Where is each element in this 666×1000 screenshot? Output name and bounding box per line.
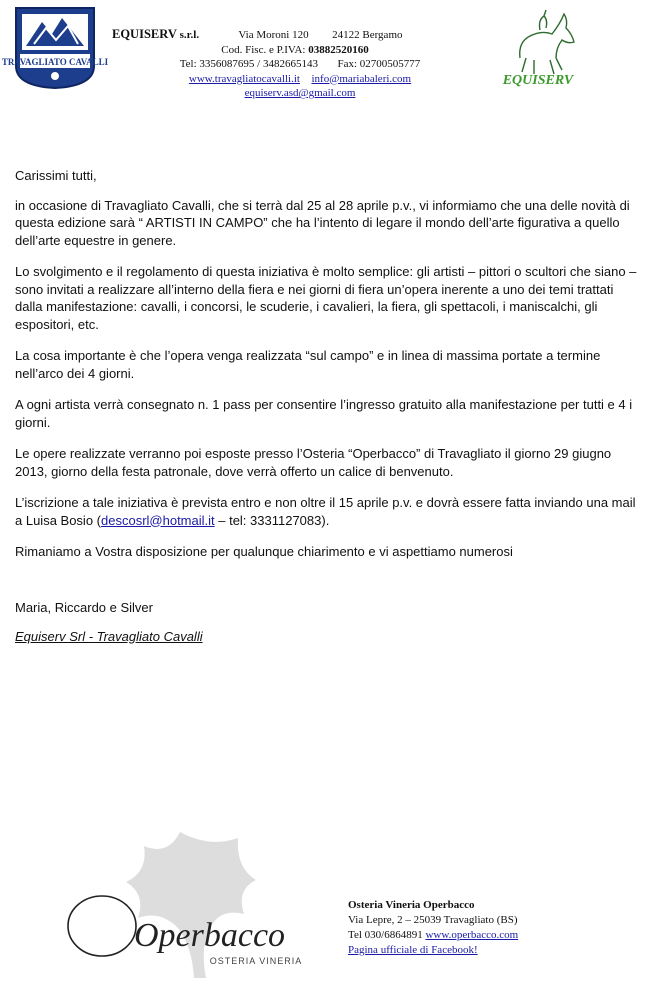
svg-text:EQUISERV: EQUISERV	[502, 73, 574, 88]
contact-email-link[interactable]: descosrl@hotmail.it	[101, 512, 215, 528]
paragraph-7: Rimaniamo a Vostra disposizione per qualunque chiarimento e vi aspettiamo numerosi	[15, 544, 513, 559]
equiserv-logo	[490, 8, 586, 90]
paragraph-6: L’iscrizione a tale iniziativa è prevista entro e non oltre il 15 aprile p.v. e dovrà essere fatta inviando una mail a Luisa Bosio (descosrl@hotmail.it – tel: 3331127083).	[15, 495, 636, 528]
paragraph-4: A ogni artista verrà consegnato n. 1 pass per consentire l’ingresso gratuito alla manifestazione per tutti e 4 i giorni.	[15, 397, 633, 430]
web-line	[112, 72, 488, 87]
website-link[interactable]: www.travagliatocavalli.it	[188, 72, 300, 85]
svg-text:OSTERIA VINERIA: OSTERIA VINERIA	[209, 956, 303, 966]
svg-text:Operbacco: Operbacco	[134, 917, 286, 954]
email-link-equiserv[interactable]: equiserv.asd@gmail.com	[244, 87, 356, 99]
operbacco-logo	[60, 828, 320, 988]
travagliato-cavalli-logo	[1, 4, 109, 90]
svg-text:TRAVAGLIATO CAVALLI: TRAVAGLIATO CAVALLI	[1, 57, 109, 67]
company-line-1	[112, 27, 488, 43]
company-city: 24122 Bergamo	[332, 29, 403, 41]
facebook-link[interactable]: Pagina ufficiale di Facebook!	[348, 944, 478, 956]
company-street: Via Moroni 120	[238, 29, 309, 41]
footer-phone-line: Tel 030/6864891 www.operbacco.com	[348, 929, 519, 941]
paragraph-3: La cosa importante è che l’opera venga realizzata “sul campo” e in linea di massima portate a termine nell’arco dei 4 giorni.	[15, 348, 601, 381]
company-signature: Equiserv Srl - Travagliato Cavalli	[15, 629, 203, 644]
fax-number: Fax: 02700505777	[337, 58, 421, 70]
company-name: EQUISERV	[112, 27, 177, 41]
footer-name: Osteria Vineria Operbacco	[348, 899, 475, 911]
company-suffix: s.r.l.	[179, 29, 200, 41]
company-header	[112, 27, 488, 101]
email-link-info[interactable]: info@mariabaleri.com	[311, 72, 412, 85]
footer-contact	[348, 898, 568, 958]
paragraph-1: in occasione di Travagliato Cavalli, che si terrà dal 25 al 28 aprile p.v., vi informiamo che una delle novità di questa edizione sarà “ ARTISTI IN CAMPO” che ha l’intento di legare il mondo dell’arte figurativa a quello dell’arte equestre in genere.	[15, 197, 630, 248]
footer-website-link[interactable]: www.operbacco.com	[425, 929, 519, 941]
letter-body	[15, 167, 640, 646]
paragraph-2: Lo svolgimento e il regolamento di questa iniziativa è molto semplice: gli artisti – pittori o scultori che siano – sono invitati a realizzare all’interno della fiera e nei giorni di fiera un’opera inerente a uno dei temi trattati dalla manifestazione: cavalli, i concorsi, le scuderie, i cavalieri, la fiera, gli spettacoli, i maniscalchi, gli espositori, etc.	[15, 264, 637, 332]
tel-numbers: Tel: 3356087695 / 3482665143	[179, 58, 318, 70]
fiscal-code: 03882520160	[308, 43, 369, 56]
signature: Maria, Riccardo e Silver	[15, 599, 153, 615]
email-line	[112, 86, 488, 101]
paragraph-5: Le opere realizzate verranno poi esposte presso l’Osteria “Operbacco” di Travagliato il giorno 29 giugno 2013, giorno della festa patronale, dove verrà offerto un calice di benvenuto.	[15, 446, 612, 479]
footer-address: Via Lepre, 2 – 25039 Travagliato (BS)	[348, 914, 518, 926]
phone-line	[112, 57, 488, 72]
fiscal-line: Cod. Fisc. e P.IVA: 03882520160	[221, 43, 369, 56]
greeting: Carissimi tutti,	[15, 168, 97, 183]
